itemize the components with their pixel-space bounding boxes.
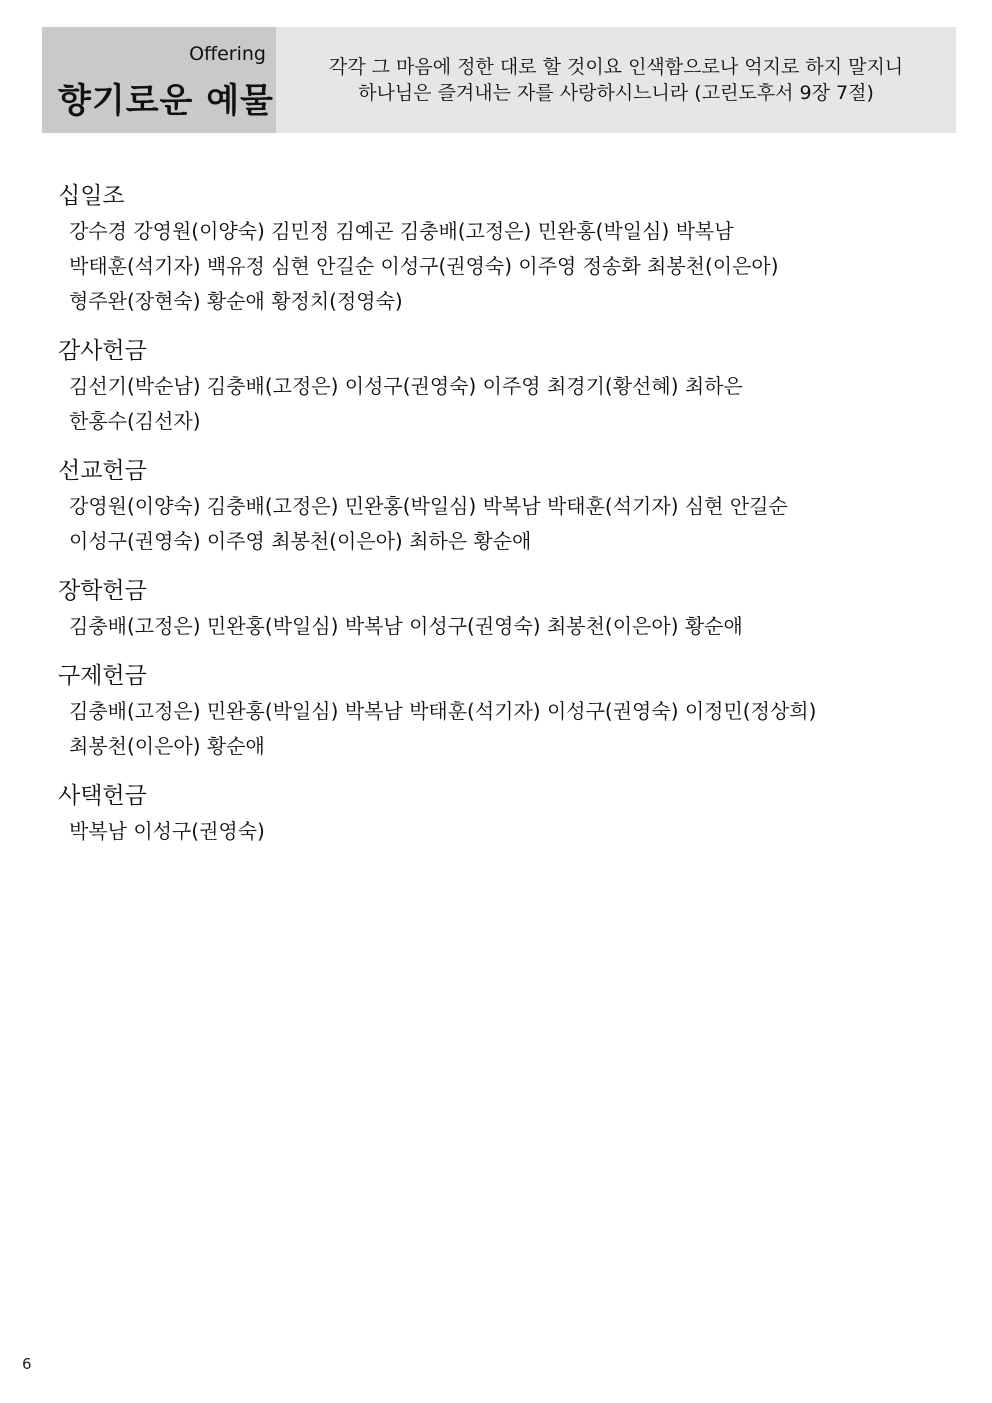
section-title: 감사헌금 [58,338,147,364]
header-title-block [42,27,276,133]
donor-line: 박태훈(석기자) 백유정 심현 안길순 이성구(권영숙) 이주영 정송화 최봉천(이은아) [69,254,779,278]
donor-line: 김선기(박순남) 김충배(고정은) 이성구(권영숙) 이주영 최경기(황선혜) 최하은 [69,374,743,398]
section-mission [58,453,928,559]
donor-line: 강영원(이양숙) 김충배(고정은) 민완홍(박일심) 박복남 박태훈(석기자) 심현 안길순 [69,494,788,518]
section-title: 장학헌금 [58,578,147,604]
section-title: 선교헌금 [58,458,147,484]
donor-line: 강수경 강영원(이양숙) 김민정 김예곤 김충배(고정은) 민완홍(박일심) 박복남 [69,219,734,243]
donor-line: 최봉천(이은아) 황순애 [69,734,265,758]
verse-line-1: 각각 그 마음에 정한 대로 할 것이요 인색함으로나 억지로 하지 말지니 [328,56,904,78]
donor-line: 이성구(권영숙) 이주영 최봉천(이은아) 최하은 황순애 [69,529,532,553]
section-tithe [58,178,928,319]
donor-line: 형주완(장현숙) 황순애 황정치(정영숙) [69,289,403,313]
section-relief [58,658,928,764]
offering-header [42,27,956,133]
section-scholarship [58,573,928,644]
section-parsonage [58,778,928,849]
donor-line: 김충배(고정은) 민완홍(박일심) 박복남 박태훈(석기자) 이성구(권영숙) 이정민(정상희) [69,699,817,723]
verse-line-2: 하나님은 즐겨내는 자를 사랑하시느니라 (고린도후서 9장 7절) [358,82,874,104]
section-title: 사택헌금 [58,783,147,809]
section-thanksgiving [58,333,928,439]
donor-line: 김충배(고정은) 민완홍(박일심) 박복남 이성구(권영숙) 최봉천(이은아) 황순애 [69,614,743,638]
page-number: 6 [22,1355,32,1373]
section-title: 구제헌금 [58,663,147,689]
header-title-en: Offering [189,43,266,65]
header-verse [276,27,956,133]
donor-line: 박복남 이성구(권영숙) [69,819,265,843]
header-title-ko: 향기로운 예물 [58,81,274,121]
donor-line: 한홍수(김선자) [69,409,201,433]
section-title: 십일조 [58,183,125,209]
offering-list [58,178,928,863]
